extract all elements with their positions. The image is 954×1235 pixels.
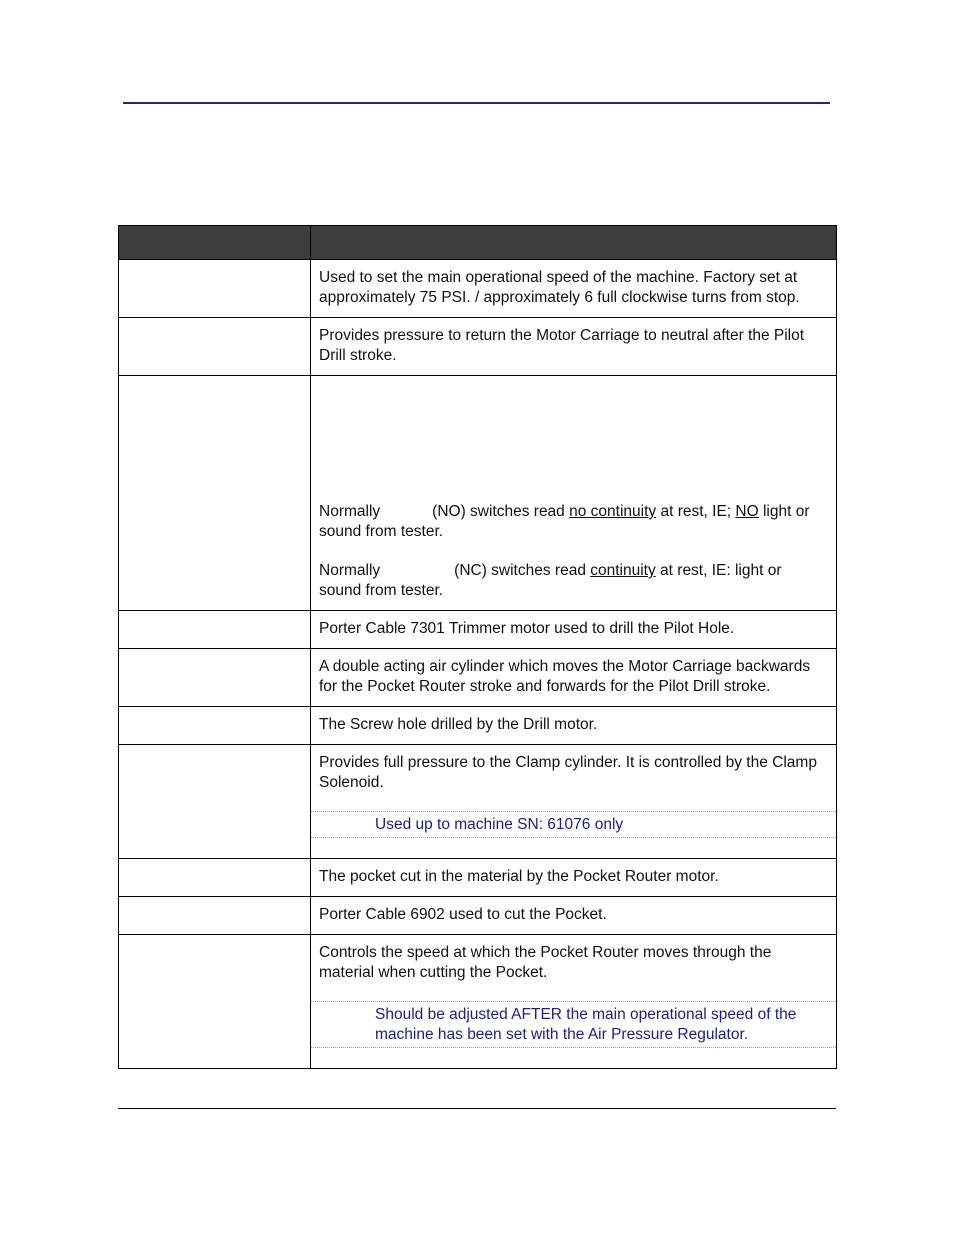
description-cell xyxy=(311,859,837,897)
note-text: Used up to machine SN: 61076 only xyxy=(375,816,624,833)
description-cell xyxy=(311,260,837,318)
note-box xyxy=(311,1001,836,1048)
description-text: The pocket cut in the material by the Pocket Router motor. xyxy=(319,868,719,885)
term-cell xyxy=(119,260,311,318)
normally-closed-text: Normally (NC) switches read continuity at rest, IE: light or sound from tester. xyxy=(319,562,782,599)
term-cell xyxy=(119,859,311,897)
header-cell-description xyxy=(311,226,837,260)
table-row xyxy=(119,707,837,745)
note-text: Should be adjusted AFTER the main operational speed of the machine has been set with the Air Pressure Regulator. xyxy=(375,1006,797,1043)
term-cell xyxy=(119,611,311,649)
term-cell xyxy=(119,707,311,745)
term-cell xyxy=(119,935,311,1069)
table-row xyxy=(119,376,837,611)
description-text: Porter Cable 6902 used to cut the Pocket. xyxy=(319,906,607,923)
note-box xyxy=(311,811,836,838)
description-text: A double acting air cylinder which moves the Motor Carriage backwards for the Pocket Router stroke and forwards for the Pilot Drill stroke. xyxy=(319,658,811,695)
term-cell xyxy=(119,376,311,611)
table-row xyxy=(119,745,837,859)
header-cell-term xyxy=(119,226,311,260)
description-text: Used to set the main operational speed of the machine. Factory set at approximately 75 PSI. / approximately 6 full clockwise turns from stop. xyxy=(319,269,800,306)
table-row xyxy=(119,611,837,649)
table-header-row xyxy=(119,226,837,260)
term-cell xyxy=(119,897,311,935)
description-cell xyxy=(311,376,837,611)
description-cell xyxy=(311,935,837,1069)
table-row xyxy=(119,649,837,707)
description-text: The Screw hole drilled by the Drill motor. xyxy=(319,716,598,733)
table-row xyxy=(119,935,837,1069)
term-cell xyxy=(119,745,311,859)
description-cell xyxy=(311,745,837,859)
description-text: Porter Cable 7301 Trimmer motor used to drill the Pilot Hole. xyxy=(319,620,735,637)
normally-open-text: Normally (NO) switches read no continuity at rest, IE; NO light or sound from tester. xyxy=(319,503,810,540)
table-row xyxy=(119,318,837,376)
table-row xyxy=(119,859,837,897)
table-row xyxy=(119,897,837,935)
description-cell xyxy=(311,318,837,376)
description-text: Controls the speed at which the Pocket Router moves through the material when cutting the Pocket. xyxy=(319,944,772,981)
glossary-table xyxy=(118,225,837,1069)
term-cell xyxy=(119,318,311,376)
table-row xyxy=(119,260,837,318)
description-cell xyxy=(311,649,837,707)
description-cell xyxy=(311,897,837,935)
footer-rule xyxy=(118,1108,836,1109)
description-cell xyxy=(311,611,837,649)
description-text: Provides full pressure to the Clamp cylinder. It is controlled by the Clamp Solenoid. xyxy=(319,754,817,791)
description-text: Provides pressure to return the Motor Carriage to neutral after the Pilot Drill stroke. xyxy=(319,327,805,364)
description-cell xyxy=(311,707,837,745)
header-rule xyxy=(123,102,830,104)
term-cell xyxy=(119,649,311,707)
